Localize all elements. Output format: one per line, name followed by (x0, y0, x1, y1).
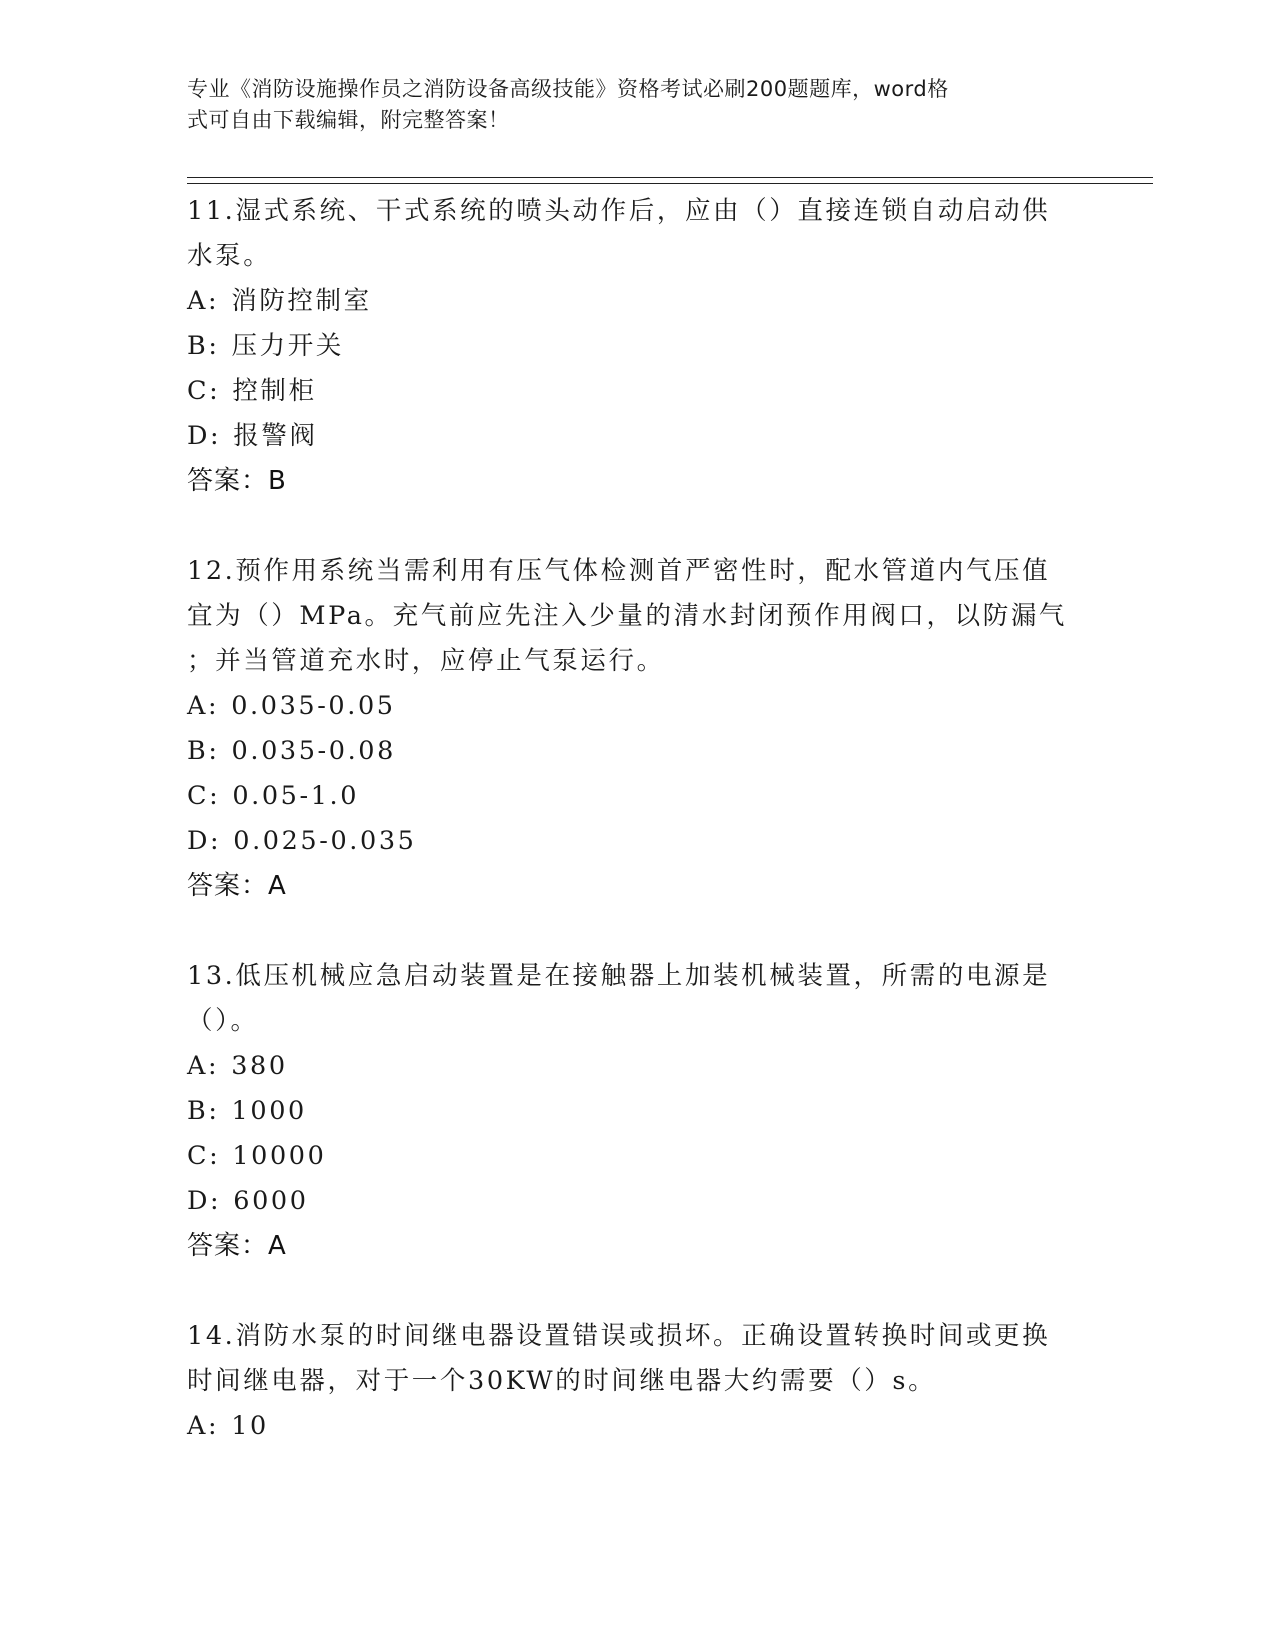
question-14 (187, 1314, 1077, 1449)
option-text: 1000 (231, 1096, 307, 1126)
option-b (187, 324, 1077, 369)
option-text: 消防控制室 (231, 286, 372, 316)
option-text: 0.035-0.05 (231, 691, 396, 721)
question-spacer (187, 504, 1077, 549)
option-separator: : (208, 286, 220, 316)
option-a (187, 1404, 1077, 1449)
option-letter: A (187, 1051, 209, 1081)
option-text: 0.025-0.035 (233, 826, 417, 856)
option-letter: B (187, 1096, 209, 1126)
option-separator: : (210, 826, 222, 856)
option-separator: : (209, 781, 221, 811)
question-11 (187, 189, 1077, 504)
header-divider-top (187, 177, 1153, 178)
question-spacer (187, 909, 1077, 954)
question-12 (187, 549, 1077, 909)
option-letter: B (187, 736, 209, 766)
option-letter: A (187, 286, 209, 316)
header-divider-bottom (187, 183, 1153, 184)
question-stem-line: ；并当管道充水时，应停止气泵运行。 (187, 646, 665, 676)
option-text: 380 (231, 1051, 288, 1081)
option-letter: D (187, 421, 211, 451)
option-separator: : (208, 1051, 220, 1081)
option-b (187, 1089, 1077, 1134)
question-stem-line: （）。 (187, 1006, 259, 1036)
option-separator: : (208, 1096, 220, 1126)
question-stem-line: 水泵。 (187, 241, 272, 271)
option-letter: D (187, 1186, 211, 1216)
option-text: 报警阀 (233, 421, 318, 451)
header-line-1: 专业《消防设施操作员之消防设备高级技能》资格考试必刷200题题库，word格 (187, 77, 949, 101)
option-letter: D (187, 826, 211, 856)
option-letter: C (187, 781, 210, 811)
option-d (187, 819, 1077, 864)
option-letter: B (187, 331, 209, 361)
option-letter: A (187, 691, 209, 721)
option-c (187, 1134, 1077, 1179)
option-separator: : (210, 1186, 222, 1216)
answer-line: 答案：A (187, 871, 287, 901)
option-text: 6000 (233, 1186, 309, 1216)
option-text: 压力开关 (231, 331, 344, 361)
option-text: 10 (231, 1411, 269, 1441)
question-stem-line: 12.预作用系统当需利用有压气体检测首严密性时，配水管道内气压值 (187, 556, 1051, 586)
option-letter: C (187, 1141, 210, 1171)
question-stem-line: 宜为（）MPa。充气前应先注入少量的清水封闭预作用阀口，以防漏气 (187, 601, 1068, 631)
option-separator: : (208, 691, 220, 721)
question-spacer (187, 1269, 1077, 1314)
option-a (187, 684, 1077, 729)
question-stem-line: 11.湿式系统、干式系统的喷头动作后，应由（）直接连锁自动启动供 (187, 196, 1051, 226)
option-a (187, 279, 1077, 324)
option-b (187, 729, 1077, 774)
question-stem-line: 14.消防水泵的时间继电器设置错误或损坏。正确设置转换时间或更换 (187, 1321, 1051, 1351)
option-d (187, 414, 1077, 459)
document-header (187, 74, 1067, 136)
question-list (187, 189, 1077, 1449)
option-d (187, 1179, 1077, 1224)
option-text: 0.05-1.0 (232, 781, 360, 811)
option-letter: A (187, 1411, 209, 1441)
question-stem-line: 13.低压机械应急启动装置是在接触器上加装机械装置，所需的电源是 (187, 961, 1051, 991)
option-separator: : (208, 331, 220, 361)
question-13 (187, 954, 1077, 1269)
option-separator: : (208, 736, 220, 766)
option-c (187, 369, 1077, 414)
option-separator: : (209, 376, 221, 406)
answer-line: 答案：A (187, 1231, 287, 1261)
option-text: 10000 (232, 1141, 327, 1171)
option-a (187, 1044, 1077, 1089)
header-line-2: 式可自由下载编辑，附完整答案！ (187, 108, 510, 132)
option-separator: : (209, 1141, 221, 1171)
question-stem-line: 时间继电器，对于一个30KW的时间继电器大约需要（）s。 (187, 1366, 937, 1396)
option-text: 控制柜 (232, 376, 317, 406)
answer-line: 答案：B (187, 466, 287, 496)
option-letter: C (187, 376, 210, 406)
option-separator: : (210, 421, 222, 451)
option-text: 0.035-0.08 (231, 736, 396, 766)
option-separator: : (208, 1411, 220, 1441)
option-c (187, 774, 1077, 819)
